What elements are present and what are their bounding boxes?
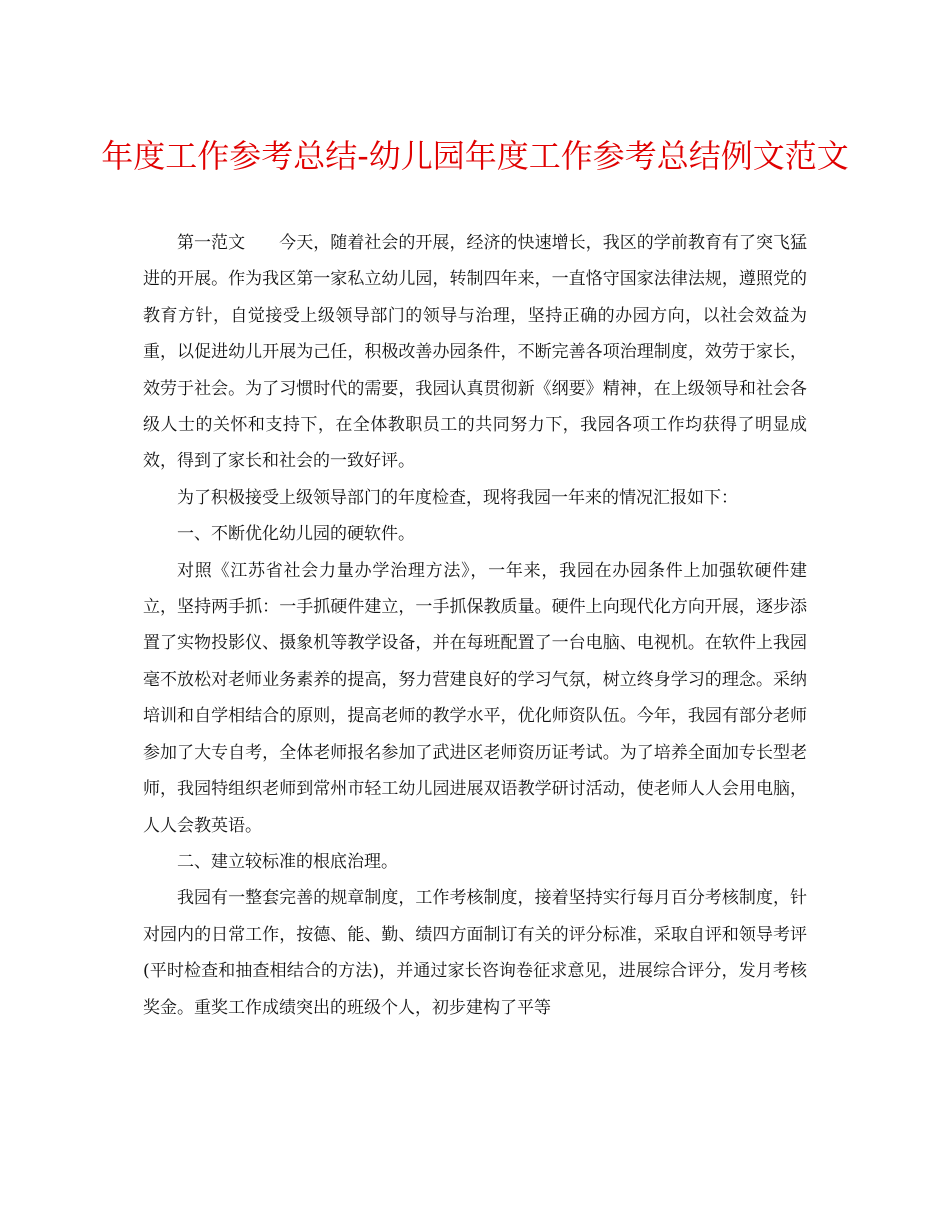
section-heading-2: 二、建立较标准的根底治理。	[177, 851, 398, 872]
paragraph-section-1: 对照《江苏省社会力量办学治理方法》，一年来，我园在办园条件上加强软硬件建立，坚持两手抓：一手抓硬件建立，一手抓保教质量。硬件上向现代化方向开展，逐步添置了实物投影仪、摄象机等教学设备，并在每班配置了一台电脑、电视机。在软件上我园毫不放松对老师业务素养的提高，努力营建良好的学习气氛，树立终身学习的理念。采纳培训和自学相结合的原则，提高老师的教学水平，优化师资队伍。今年，我园有部分老师参加了大专自考，全体老师报名参加了武进区老师资历证考试。为了培养全面加专长型老师，我园特组织老师到常州市轻工幼儿园进展双语教学研讨活动，使老师人人会用电脑，人人会教英语。	[143, 560, 807, 836]
paragraph-report-lead: 为了积极接受上级领导部门的年度检查，现将我园一年来的情况汇报如下：	[177, 487, 738, 508]
paragraph-section-2: 我园有一整套完善的规章制度，工作考核制度，接着坚持实行每月百分考核制度，针对园内的日常工作，按德、能、勤、绩四方面制订有关的评分标准，采取自评和领导考评(平时检查和抽查相结合的方法)，并通过家长咨询卷征求意见，进展综合评分，发月考核奖金。重奖工作成绩突出的班级个人，初步建构了平等	[143, 888, 807, 1018]
document-body	[143, 225, 807, 1026]
section-heading-1: 一、不断优化幼儿园的硬软件。	[177, 524, 415, 545]
paragraph-intro: 第一范文 今天，随着社会的开展，经济的快速增长，我区的学前教育有了突飞猛进的开展。作为我区第一家私立幼儿园，转制四年来，一直恪守国家法律法规，遵照党的教育方针，自觉接受上级领导部门的领导与治理，坚持正确的办园方向，以社会效益为重，以促进幼儿开展为己任，积极改善办园条件，不断完善各项治理制度，效劳于家长，效劳于社会。为了习惯时代的需要，我园认真贯彻新《纲要》精神，在上级领导和社会各级人士的关怀和支持下，在全体教职员工的共同努力下，我园各项工作均获得了明显成效，得到了家长和社会的一致好评。	[143, 233, 807, 472]
document-title: 年度工作参考总结-幼儿园年度工作参考总结例文范文	[101, 137, 849, 175]
